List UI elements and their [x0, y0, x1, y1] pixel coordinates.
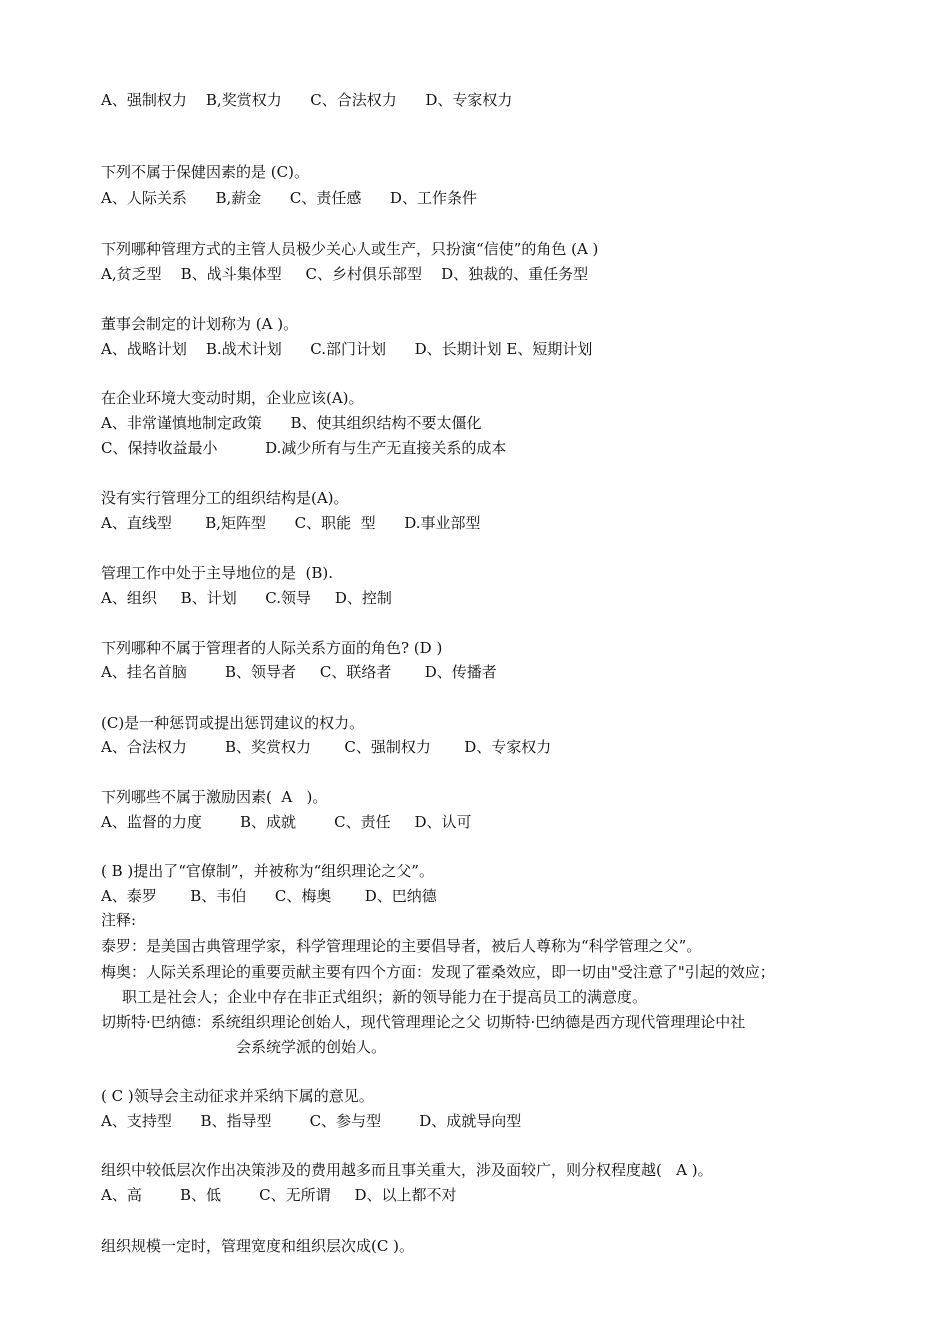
answer-options: A、挂名首脑 B、领导者 C、联络者 D、传播者 [101, 663, 497, 681]
question-text: 没有实行管理分工的组织结构是(A)。 [101, 489, 349, 507]
note-line: 职工是社会人；企业中存在非正式组织；新的领导能力在于提高员工的满意度。 [122, 988, 648, 1006]
answer-options: A、组织 B、计划 C.领导 D、控制 [101, 589, 392, 607]
answer-options: A、支持型 B、指导型 C、参与型 D、成就导向型 [101, 1112, 522, 1130]
note-line: 泰罗：是美国古典管理学家，科学管理理论的主要倡导者，被后人尊称为“科学管理之父”。 [101, 937, 702, 955]
question-text: 下列哪种管理方式的主管人员极少关心人或生产，只扮演“信使”的角色 (A ) [101, 240, 599, 258]
answer-options: A、高 B、低 C、无所谓 D、以上都不对 [101, 1186, 457, 1204]
question-text: 下列哪些不属于激励因素( A )。 [101, 788, 328, 806]
question-text: 下列哪种不属于管理者的人际关系方面的角色? (D ) [101, 639, 443, 657]
note-line: 切斯特·巴纳德：系统组织理论创始人，现代管理理论之父 切斯特·巴纳德是西方现代管理理论中社 [101, 1013, 746, 1031]
question-text: 董事会制定的计划称为 (A )。 [101, 315, 299, 333]
question-text: ( C )领导会主动征求并采纳下属的意见。 [101, 1087, 374, 1105]
answer-options: A、监督的力度 B、成就 C、责任 D、认可 [101, 813, 472, 831]
answer-options: A、合法权力 B、奖赏权力 C、强制权力 D、专家权力 [101, 738, 552, 756]
answer-options: A、战略计划 B.战术计划 C.部门计划 D、长期计划 E、短期计划 [101, 340, 593, 358]
question-text: (C)是一种惩罚或提出惩罚建议的权力。 [101, 714, 365, 732]
note-line: 梅奥：人际关系理论的重要贡献主要有四个方面：发现了霍桑效应，即一切由"受注意了"引起的效应； [101, 963, 775, 981]
answer-options: A,贫乏型 B、战斗集体型 C、乡村俱乐部型 D、独裁的、重任务型 [101, 265, 589, 283]
question-text: 下列不属于保健因素的是 (C)。 [101, 163, 309, 181]
question-text: 组织中较低层次作出决策涉及的费用越多而且事关重大，涉及面较广，则分权程度越( A )。 [101, 1161, 713, 1179]
note-heading: 注释: [101, 911, 137, 929]
answer-options: A、人际关系 B,薪金 C、责任感 D、工作条件 [101, 189, 477, 207]
question-text: 组织规模一定时，管理宽度和组织层次成(C )。 [101, 1237, 414, 1255]
answer-options: A、泰罗 B、韦伯 C、梅奥 D、巴纳德 [101, 887, 437, 905]
question-text: 在企业环境大变动时期，企业应该(A)。 [101, 389, 364, 407]
answer-options: A、直线型 B,矩阵型 C、职能 型 D.事业部型 [101, 514, 481, 532]
question-text: ( B )提出了“官僚制”，并被称为“组织理论之父”。 [101, 862, 434, 880]
answer-options: C、保持收益最小 D.减少所有与生产无直接关系的成本 [101, 439, 507, 457]
answer-options: A、强制权力 B,奖赏权力 C、合法权力 D、专家权力 [101, 91, 513, 109]
note-line: 会系统学派的创始人。 [236, 1038, 387, 1056]
question-text: 管理工作中处于主导地位的是 (B). [101, 564, 334, 582]
answer-options: A、非常谨慎地制定政策 B、使其组织结构不要太僵化 [101, 414, 482, 432]
